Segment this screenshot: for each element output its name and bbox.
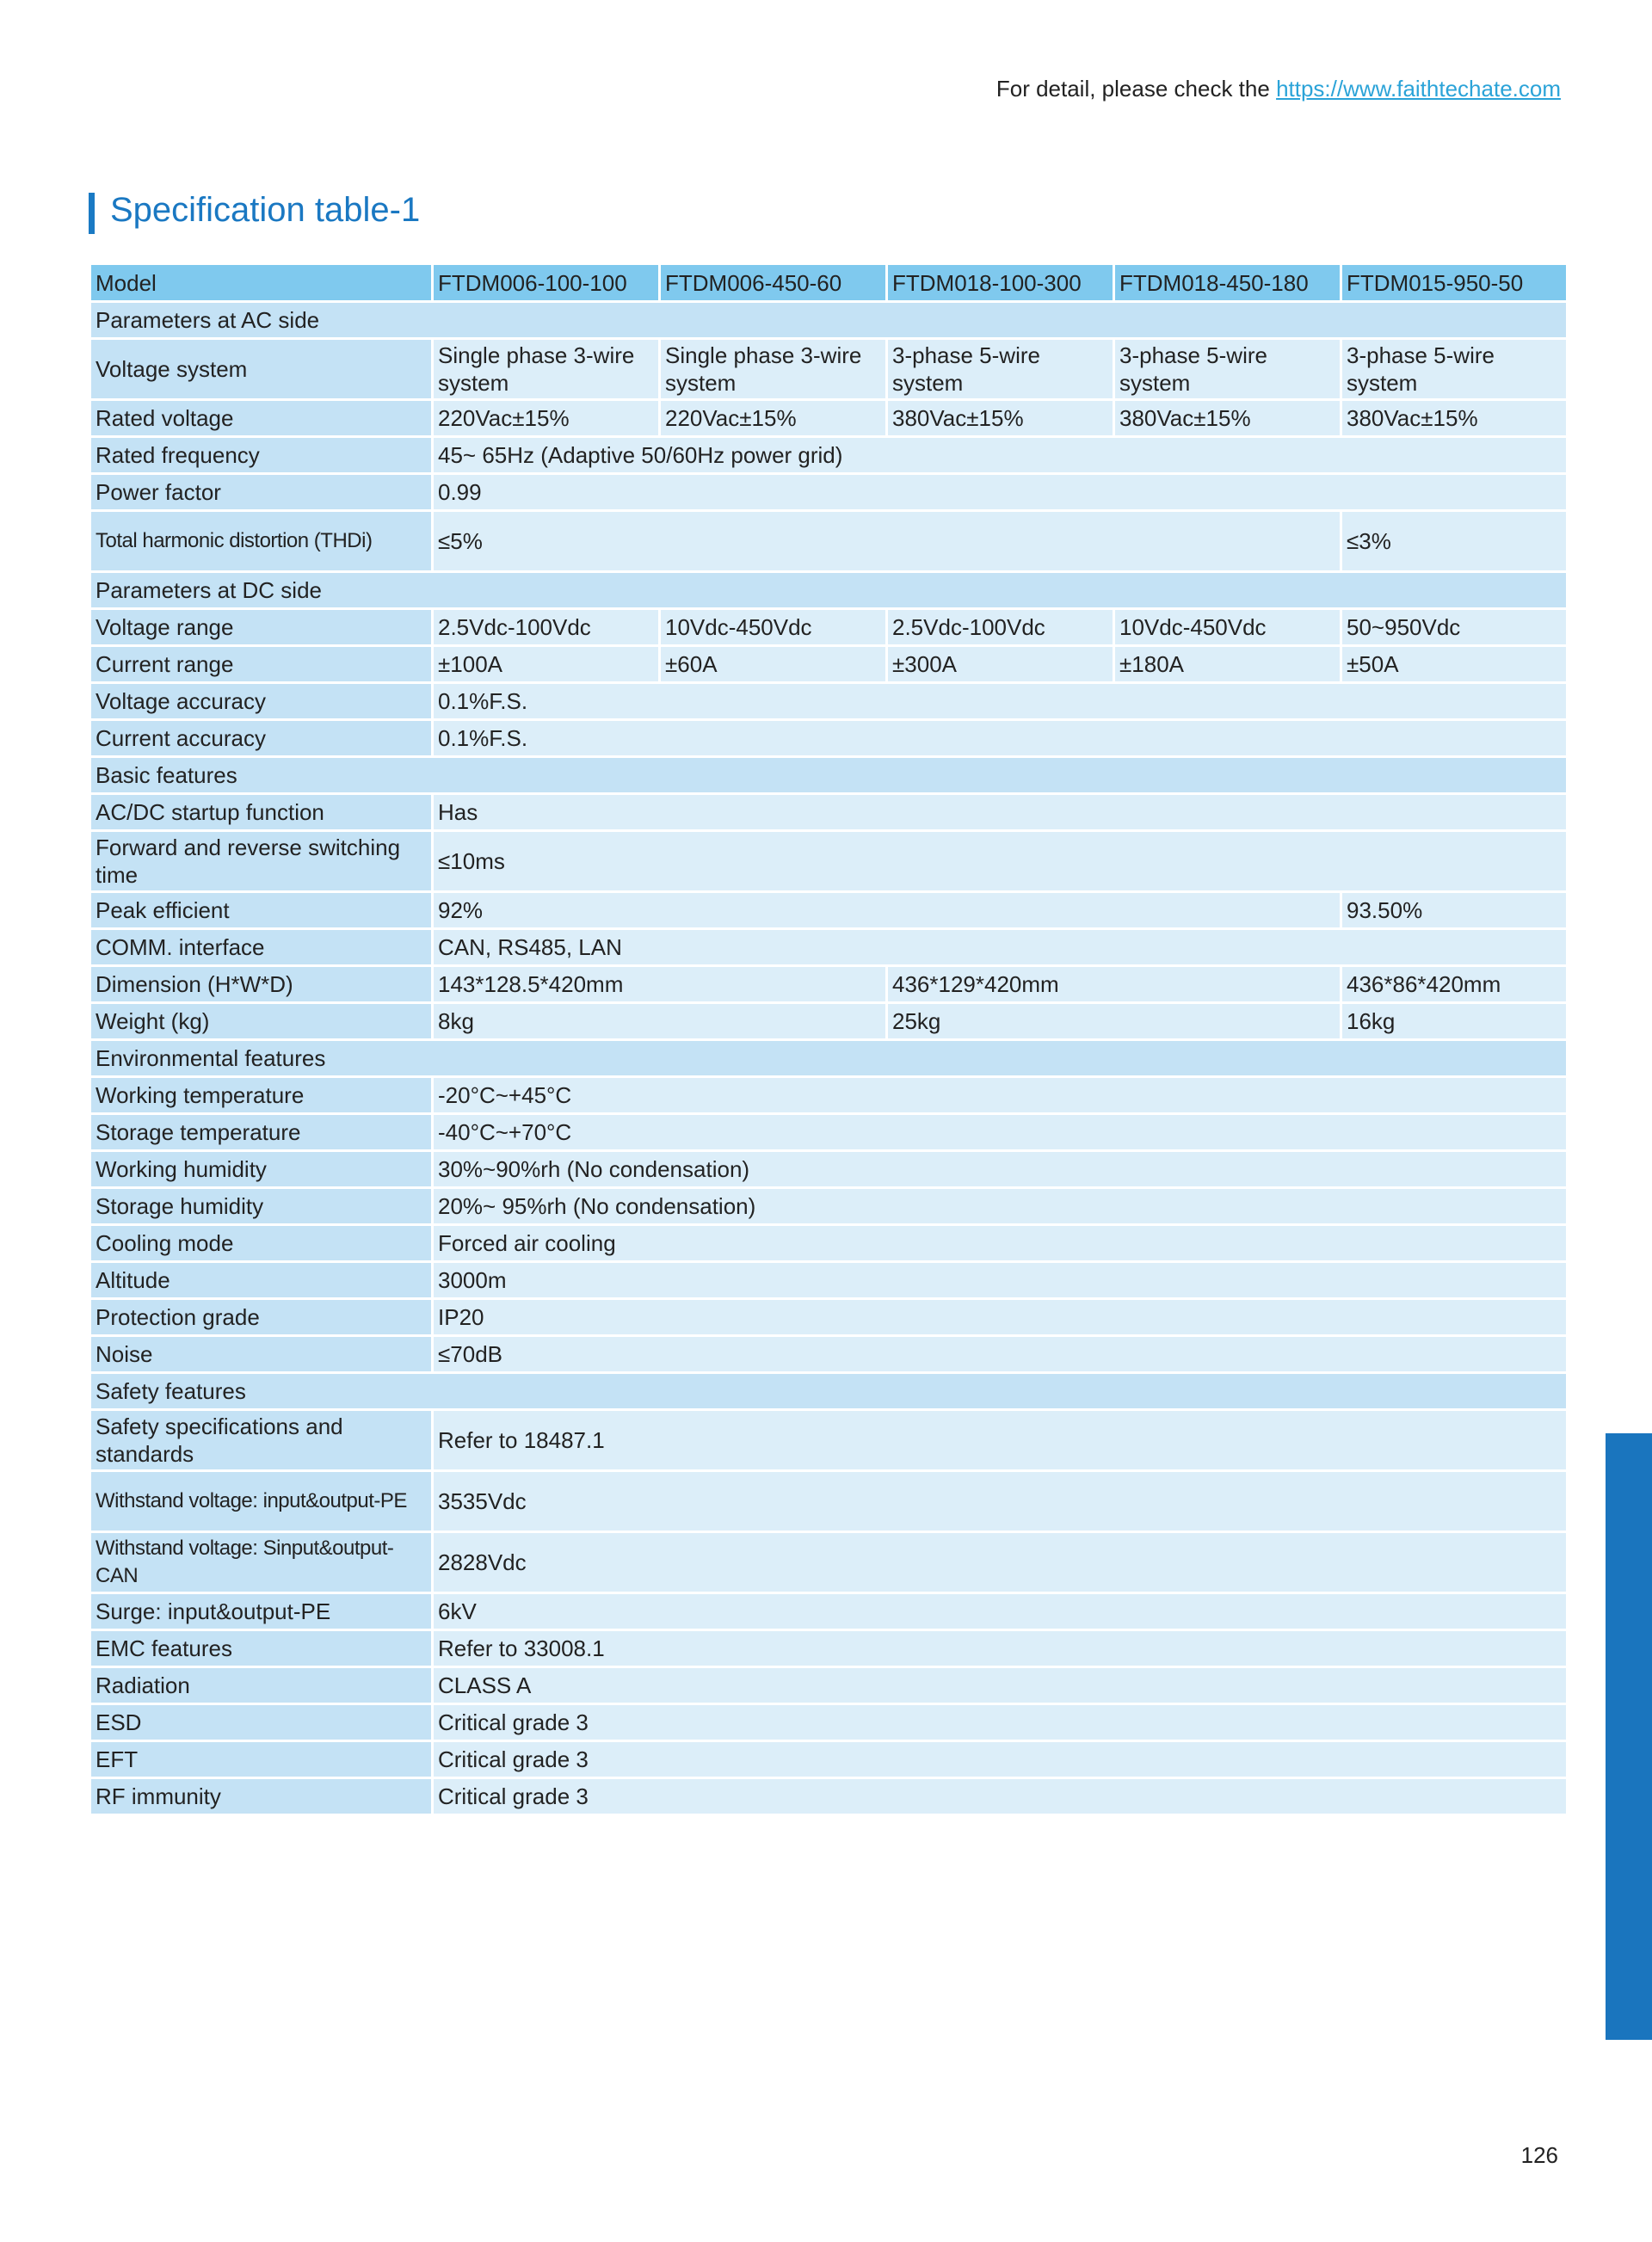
cell-value: Refer to 18487.1 — [433, 1410, 1568, 1471]
table-row — [90, 794, 1568, 831]
model-cell: FTDM006-450-60 — [660, 264, 887, 302]
row-label: Rated voltage — [90, 400, 433, 437]
table-row — [90, 1593, 1568, 1630]
cell-value: 220Vac±15% — [660, 400, 887, 437]
cell-value: 380Vac±15% — [887, 400, 1114, 437]
table-row — [90, 1262, 1568, 1299]
side-tab — [1606, 1433, 1652, 2040]
cell-value: 380Vac±15% — [1114, 400, 1341, 437]
cell-value: 0.99 — [433, 474, 1568, 511]
model-cell: FTDM018-100-300 — [887, 264, 1114, 302]
page-title: Specification table-1 — [110, 191, 421, 229]
cell-value: Forced air cooling — [433, 1225, 1568, 1262]
row-label: Weight (kg) — [90, 1003, 433, 1040]
row-label: Withstand voltage: Sinput&output-CAN — [90, 1532, 433, 1593]
cell-value: IP20 — [433, 1299, 1568, 1336]
model-cell: FTDM006-100-100 — [433, 264, 660, 302]
table-row — [90, 966, 1568, 1003]
table-row — [90, 1410, 1568, 1471]
cell-value: ±100A — [433, 646, 660, 683]
table-row — [90, 1630, 1568, 1667]
section-row — [90, 572, 1568, 609]
row-label: EFT — [90, 1741, 433, 1778]
table-row — [90, 831, 1568, 892]
section-row — [90, 1040, 1568, 1077]
cell-value: Critical grade 3 — [433, 1704, 1568, 1741]
section-ac-title: Parameters at AC side — [90, 302, 1568, 339]
model-cell: FTDM018-450-180 — [1114, 264, 1341, 302]
cell-value: -40°C~+70°C — [433, 1114, 1568, 1151]
table-row — [90, 474, 1568, 511]
table-row — [90, 683, 1568, 720]
row-label: Storage temperature — [90, 1114, 433, 1151]
table-row — [90, 892, 1568, 929]
table-row — [90, 1003, 1568, 1040]
title-accent-bar — [89, 193, 95, 234]
cell-value: -20°C~+45°C — [433, 1077, 1568, 1114]
section-basic-title: Basic features — [90, 757, 1568, 794]
row-label: EMC features — [90, 1630, 433, 1667]
cell-value: Refer to 33008.1 — [433, 1630, 1568, 1667]
row-label: ESD — [90, 1704, 433, 1741]
table-row — [90, 1299, 1568, 1336]
table-row — [90, 720, 1568, 757]
section-safety-title: Safety features — [90, 1373, 1568, 1410]
table-row — [90, 1114, 1568, 1151]
cell-value: 0.1%F.S. — [433, 720, 1568, 757]
row-label: Radiation — [90, 1667, 433, 1704]
row-label: AC/DC startup function — [90, 794, 433, 831]
cell-value: Single phase 3-wire system — [660, 339, 887, 400]
cell-value: 3000m — [433, 1262, 1568, 1299]
section-row — [90, 1373, 1568, 1410]
cell-value: 10Vdc-450Vdc — [660, 609, 887, 646]
cell-value: Has — [433, 794, 1568, 831]
section-env-title: Environmental features — [90, 1040, 1568, 1077]
model-row — [90, 264, 1568, 302]
cell-value: CAN, RS485, LAN — [433, 929, 1568, 966]
section-row — [90, 757, 1568, 794]
cell-value: 2828Vdc — [433, 1532, 1568, 1593]
row-label: Working humidity — [90, 1151, 433, 1188]
cell-value: 0.1%F.S. — [433, 683, 1568, 720]
cell-value: 6kV — [433, 1593, 1568, 1630]
cell-value: Critical grade 3 — [433, 1778, 1568, 1815]
table-row — [90, 400, 1568, 437]
page-number: 126 — [1520, 2142, 1558, 2168]
cell-value: 220Vac±15% — [433, 400, 660, 437]
table-row — [90, 609, 1568, 646]
row-label: Surge: input&output-PE — [90, 1593, 433, 1630]
cell-value: 10Vdc-450Vdc — [1114, 609, 1341, 646]
cell-value: ≤70dB — [433, 1336, 1568, 1373]
row-label: Current accuracy — [90, 720, 433, 757]
row-label: Voltage system — [90, 339, 433, 400]
table-row — [90, 339, 1568, 400]
cell-value: 3-phase 5-wire system — [887, 339, 1114, 400]
table-row — [90, 1471, 1568, 1532]
cell-value: 16kg — [1341, 1003, 1568, 1040]
cell-value: CLASS A — [433, 1667, 1568, 1704]
table-row — [90, 1667, 1568, 1704]
cell-value: ≤10ms — [433, 831, 1568, 892]
cell-value: 436*86*420mm — [1341, 966, 1568, 1003]
table-row — [90, 511, 1568, 572]
cell-value: 380Vac±15% — [1341, 400, 1568, 437]
row-label: Dimension (H*W*D) — [90, 966, 433, 1003]
cell-value: 2.5Vdc-100Vdc — [887, 609, 1114, 646]
table-row — [90, 1077, 1568, 1114]
row-label: Power factor — [90, 474, 433, 511]
row-label: Forward and reverse switching time — [90, 831, 433, 892]
cell-value: 2.5Vdc-100Vdc — [433, 609, 660, 646]
row-label: Current range — [90, 646, 433, 683]
table-row — [90, 1151, 1568, 1188]
row-label: COMM. interface — [90, 929, 433, 966]
table-row — [90, 646, 1568, 683]
cell-value: 25kg — [887, 1003, 1341, 1040]
cell-value: ±300A — [887, 646, 1114, 683]
cell-value: 436*129*420mm — [887, 966, 1341, 1003]
table-row — [90, 1778, 1568, 1815]
cell-value: 30%~90%rh (No condensation) — [433, 1151, 1568, 1188]
row-label: Total harmonic distortion (THDi) — [90, 511, 433, 572]
table-row — [90, 1188, 1568, 1225]
cell-value: 45~ 65Hz (Adaptive 50/60Hz power grid) — [433, 437, 1568, 474]
row-label: RF immunity — [90, 1778, 433, 1815]
table-row — [90, 1532, 1568, 1593]
section-row — [90, 302, 1568, 339]
row-label: Noise — [90, 1336, 433, 1373]
header-note — [996, 76, 1561, 102]
row-label: Protection grade — [90, 1299, 433, 1336]
cell-value: ±180A — [1114, 646, 1341, 683]
website-link[interactable]: https://www.faithtechate.com — [1276, 76, 1561, 102]
row-label: Withstand voltage: input&output-PE — [90, 1471, 433, 1532]
cell-value: 3-phase 5-wire system — [1114, 339, 1341, 400]
cell-value: 143*128.5*420mm — [433, 966, 887, 1003]
row-label: Peak efficient — [90, 892, 433, 929]
cell-value: 50~950Vdc — [1341, 609, 1568, 646]
table-row — [90, 929, 1568, 966]
cell-value: ±50A — [1341, 646, 1568, 683]
row-label: Cooling mode — [90, 1225, 433, 1262]
header-note-text: For detail, please check the — [996, 76, 1270, 102]
row-label: Storage humidity — [90, 1188, 433, 1225]
cell-value: 3535Vdc — [433, 1471, 1568, 1532]
cell-value: 8kg — [433, 1003, 887, 1040]
row-label: Altitude — [90, 1262, 433, 1299]
cell-value: Single phase 3-wire system — [433, 339, 660, 400]
table-row — [90, 437, 1568, 474]
model-label: Model — [90, 264, 433, 302]
cell-value: ≤3% — [1341, 511, 1568, 572]
row-label: Safety specifications and standards — [90, 1410, 433, 1471]
cell-value: 3-phase 5-wire system — [1341, 339, 1568, 400]
cell-value: 20%~ 95%rh (No condensation) — [433, 1188, 1568, 1225]
table-row — [90, 1225, 1568, 1262]
model-cell: FTDM015-950-50 — [1341, 264, 1568, 302]
cell-value: ±60A — [660, 646, 887, 683]
cell-value: Critical grade 3 — [433, 1741, 1568, 1778]
cell-value: 92% — [433, 892, 1341, 929]
table-row — [90, 1741, 1568, 1778]
row-label: Working temperature — [90, 1077, 433, 1114]
row-label: Voltage accuracy — [90, 683, 433, 720]
table-row — [90, 1704, 1568, 1741]
row-label: Rated frequency — [90, 437, 433, 474]
cell-value: ≤5% — [433, 511, 1341, 572]
table-row — [90, 1336, 1568, 1373]
section-dc-title: Parameters at DC side — [90, 572, 1568, 609]
specification-table — [89, 262, 1569, 1816]
row-label: Voltage range — [90, 609, 433, 646]
cell-value: 93.50% — [1341, 892, 1568, 929]
